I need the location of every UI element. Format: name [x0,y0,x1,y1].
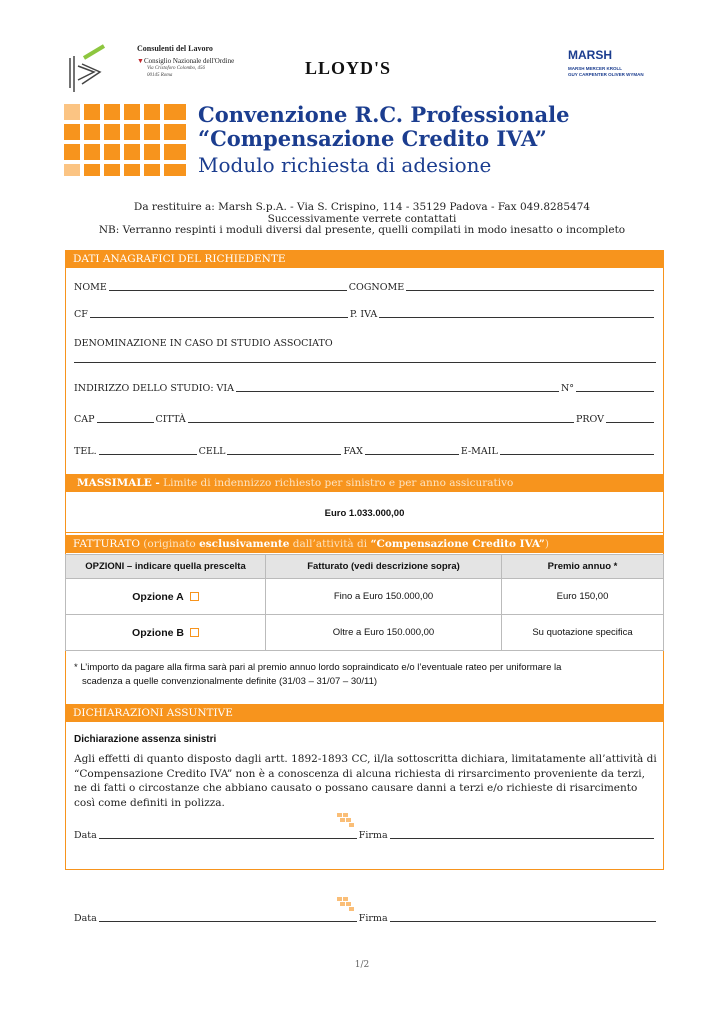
declaration-data-label: Data [74,830,97,841]
declaration-body: Agli effetti di quanto disposto dagli artt. 1892-1893 CC, il/la sottoscritta dichiara, limitatamente all’attività di “Compensazione Credito IVA” non è a conoscenza di alcuna richiesta di rirsarcimento proveniente da terzi, ne di fatti o circostanze che abbiano causato o possano causare danni a terzi e/o richieste di risarcimento così come definiti in polizza. [74,753,657,809]
indirizzo-label: INDIRIZZO DELLO STUDIO: VIA [74,383,235,394]
column-header-opzioni: OPZIONI – indicare quella prescelta [66,555,266,579]
massimale-label: MASSIMALE - [77,477,160,489]
nome-label: NOME [74,282,107,293]
final-firma-field[interactable] [390,921,656,922]
consulenti-lavoro-logo-icon [64,44,110,96]
fax-field[interactable] [365,454,459,455]
citta-field[interactable] [188,422,574,423]
footnote-line-2: scadenza a quelle convenzionalmente definite (31/03 – 31/07 – 30/11) [82,676,378,687]
marsh-logo: MARSH [568,48,612,62]
fatturato-esclusivamente: esclusivamente [199,538,290,550]
numero-field[interactable] [576,391,654,392]
declaration-firma-field[interactable] [390,838,654,839]
lloyds-logo: LLOYD'S [305,58,392,78]
section-header-massimale [65,474,664,492]
prov-field[interactable] [606,422,654,423]
fatturato-desc-2: dall’attività di [289,538,371,550]
nome-field[interactable] [109,290,347,291]
cdl-subtitle: ▼Consiglio Nazionale dell'Ordine [137,57,235,65]
email-label: E-MAIL [460,446,498,457]
contatti-row [74,446,656,457]
cf-field[interactable] [90,317,348,318]
declaration-sign-row [74,830,656,841]
final-data-label: Data [74,913,97,924]
section-header-dichiarazioni: DICHIARAZIONI ASSUNTIVE [65,704,664,722]
section-header-anagrafici: DATI ANAGRAFICI DEL RICHIEDENTE [65,250,664,268]
cell-label: CELL [198,446,226,457]
indirizzo-row [74,383,656,394]
cap-citta-row [74,414,656,425]
declaration-title: Dichiarazione assenza sinistri [74,734,217,745]
return-address: Da restituire a: Marsh S.p.A. - Via S. Crispino, 114 - 35129 Padova - Fax 049.8285474 [133,201,591,213]
citta-label: CITTÀ [155,414,186,425]
orange-grid-logo-icon [64,104,190,178]
fax-label: FAX [343,446,363,457]
option-a-label: Opzione A [132,590,184,603]
page-title-line-2: “Compensazione Credito IVA” [198,126,547,151]
fatturato-desc-3: ) [544,538,549,550]
nome-cognome-row [74,282,656,293]
tel-field[interactable] [99,454,197,455]
column-header-premio: Premio annuo * [502,555,664,579]
page-title-line-1: Convenzione R.C. Professionale [198,102,570,127]
fatturato-activity: “Compensazione Credito IVA” [370,538,545,550]
fatturato-label: FATTURATO [73,538,140,550]
contact-note: Successivamente verrete contattati [267,213,457,225]
section-header-fatturato [65,535,664,553]
signature-marker-icon [337,897,355,911]
table-row [66,579,664,615]
option-a-premio: Euro 150,00 [502,579,664,615]
cf-piva-row [74,309,656,320]
cap-field[interactable] [97,422,154,423]
footnote-line-1: * L’importo da pagare alla firma sarà pari al premio annuo lordo sopraindicato e/o l’eventuale rateo per uniformare la [74,662,562,673]
declaration-firma-label: Firma [358,830,388,841]
final-sign-row [74,913,658,924]
email-field[interactable] [500,454,654,455]
cap-label: CAP [74,414,95,425]
tel-label: TEL. [74,446,97,457]
massimale-description: Limite di indennizzo richiesto per sinistro e per anno assicurativo [159,477,514,489]
final-firma-label: Firma [358,913,388,924]
cognome-field[interactable] [406,290,654,291]
option-a-cell[interactable] [66,579,266,615]
cf-label: CF [74,309,88,320]
piva-field[interactable] [379,317,654,318]
option-a-fatturato: Fino a Euro 150.000,00 [266,579,502,615]
option-b-cell[interactable] [66,615,266,651]
cognome-label: COGNOME [348,282,405,293]
premium-footnote [74,661,654,689]
page-subtitle: Modulo richiesta di adesione [198,153,492,177]
option-a-checkbox[interactable] [190,592,199,601]
declaration-data-field[interactable] [99,838,357,839]
divider [65,532,664,533]
option-b-premio: Su quotazione specifica [502,615,664,651]
prov-label: PROV [575,414,604,425]
denominazione-label: DENOMINAZIONE IN CASO DI STUDIO ASSOCIATO [74,338,333,349]
indirizzo-field[interactable] [236,391,559,392]
marsh-group-names: MARSH MERCER KROLL GUY CARPENTER OLIVER WYMAN [568,66,644,77]
column-header-fatturato: Fatturato (vedi descrizione sopra) [266,555,502,579]
fatturato-desc-1: (originato [139,538,200,550]
page-number: 1/2 [354,960,370,970]
rejection-note: NB: Verranno respinti i moduli diversi dal presente, quelli compilati in modo inesatto o incompleto [98,224,626,236]
table-header-row [66,555,664,579]
cell-field[interactable] [227,454,341,455]
cdl-address: Via Cristoforo Colombo, 456 00145 Roma [147,66,206,78]
denominazione-field[interactable] [74,362,656,363]
table-row [66,615,664,651]
options-table [65,554,664,651]
piva-label: P. IVA [349,309,378,320]
option-b-checkbox[interactable] [190,628,199,637]
option-b-fatturato: Oltre a Euro 150.000,00 [266,615,502,651]
numero-label: N° [560,383,574,394]
denominazione-row [74,338,656,349]
cdl-title: Consulenti del Lavoro [137,44,213,53]
signature-marker-icon [337,813,355,827]
massimale-value: Euro 1.033.000,00 [324,508,405,519]
option-b-label: Opzione B [132,626,184,639]
final-data-field[interactable] [99,921,357,922]
